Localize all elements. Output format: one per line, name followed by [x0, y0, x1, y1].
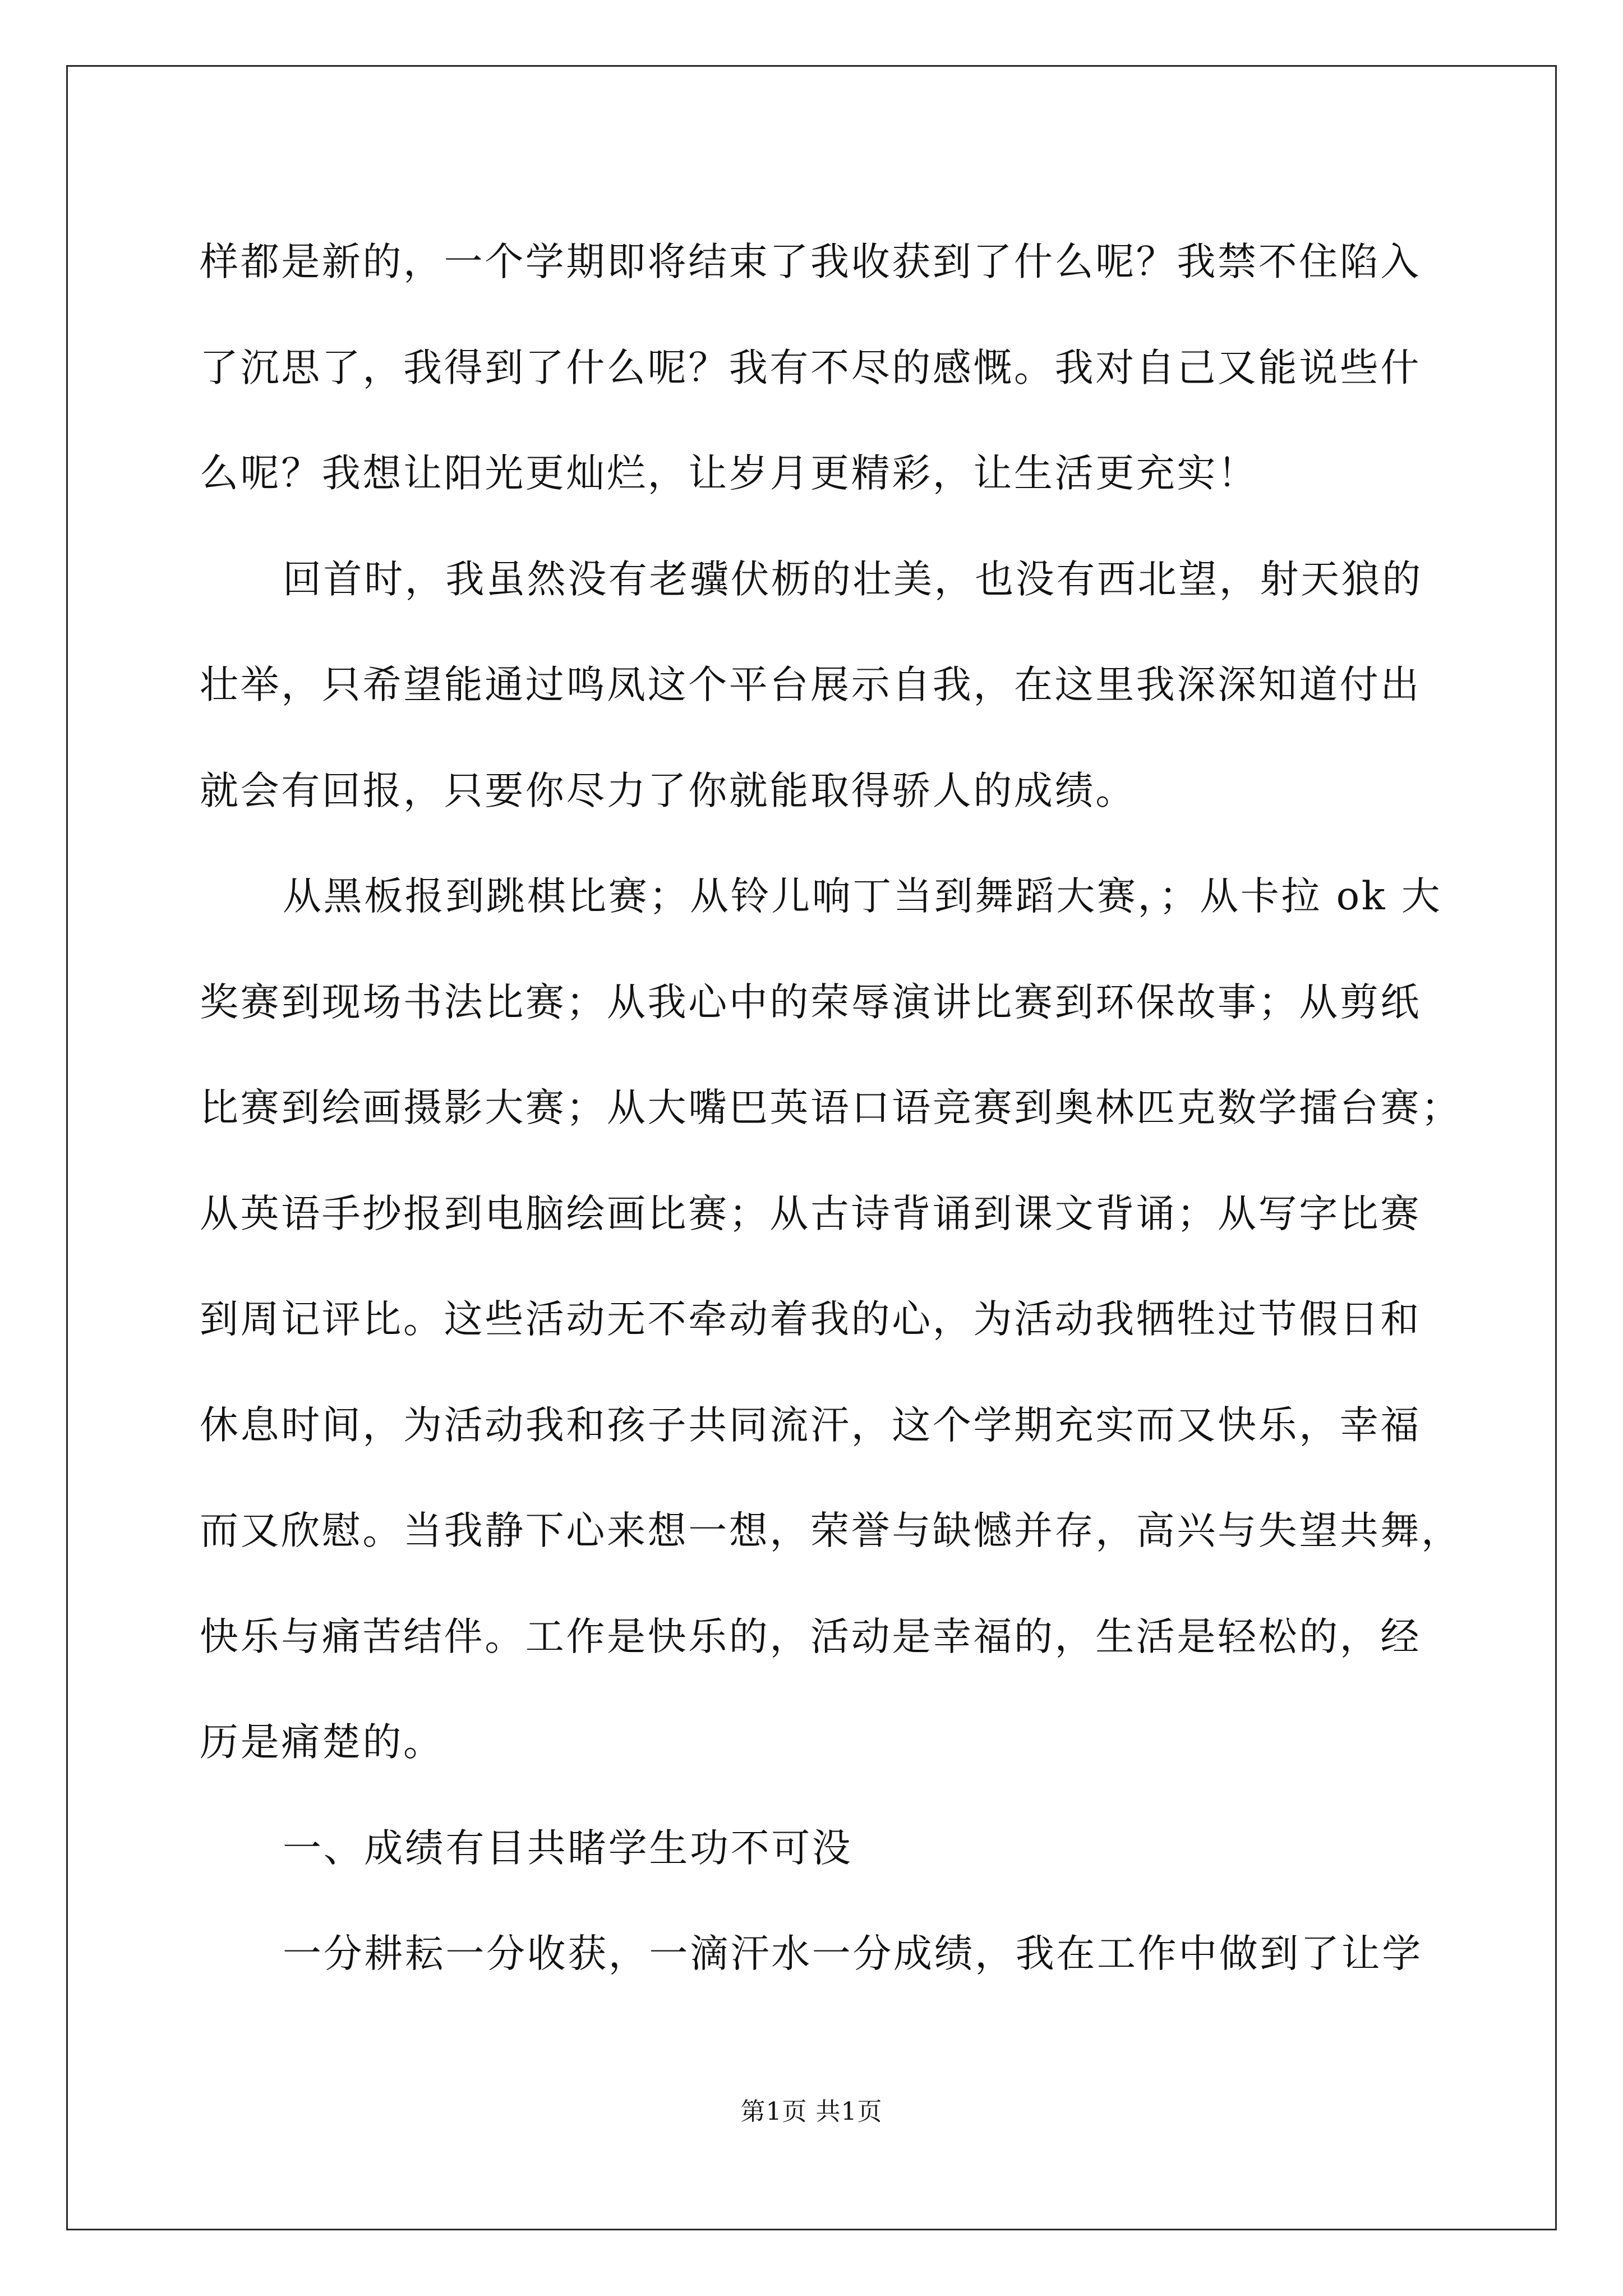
text-line: 而又欣慰。当我静下心来想一想，荣誉与缺憾并存，高兴与失望共舞，: [200, 1508, 1462, 1553]
text-line: 从英语手抄报到电脑绘画比赛；从古诗背诵到课文背诵；从写字比赛: [200, 1191, 1421, 1236]
text-line: 回首时，我虽然没有老骥伏枥的壮美，也没有西北望，射天狼的: [283, 556, 1423, 602]
text-line: 壮举，只希望能通过鸣凤这个平台展示自我，在这里我深深知道付出: [200, 662, 1421, 707]
page-number-footer: 第1页 共1页: [740, 2097, 883, 2126]
text-line: 快乐与痛苦结伴。工作是快乐的，活动是幸福的，生活是轻松的，经: [200, 1614, 1421, 1659]
text-line: 休息时间，为活动我和孩子共同流汗，这个学期充实而又快乐，幸福: [200, 1402, 1421, 1448]
section-heading: 一、成绩有目共睹学生功不可没: [283, 1825, 853, 1871]
text-line: 了沉思了，我得到了什么呢？我有不尽的感慨。我对自己又能说些什: [200, 345, 1421, 390]
text-line: 一分耕耘一分收获，一滴汗水一分成绩，我在工作中做到了让学: [283, 1931, 1423, 1976]
text-line: 奖赛到现场书法比赛；从我心中的荣辱演讲比赛到环保故事；从剪纸: [200, 979, 1421, 1025]
text-line: 到周记评比。这些活动无不牵动着我的心，为活动我牺牲过节假日和: [200, 1297, 1421, 1342]
text-line: 从黑板报到跳棋比赛；从铃儿响丁当到舞蹈大赛，；从卡拉 ok 大: [283, 874, 1442, 919]
text-line: 历是痛楚的。: [200, 1720, 444, 1765]
text-line: 就会有回报，只要你尽力了你就能取得骄人的成绩。: [200, 768, 1136, 813]
text-line: 比赛到绘画摄影大赛；从大嘴巴英语口语竞赛到奥林匹克数学擂台赛；: [200, 1085, 1462, 1130]
text-line: 样都是新的，一个学期即将结束了我收获到了什么呢？我禁不住陷入: [200, 240, 1421, 284]
text-line: 么呢？我想让阳光更灿烂，让岁月更精彩，让生活更充实！: [200, 451, 1258, 496]
document-body: [200, 209, 1473, 2007]
